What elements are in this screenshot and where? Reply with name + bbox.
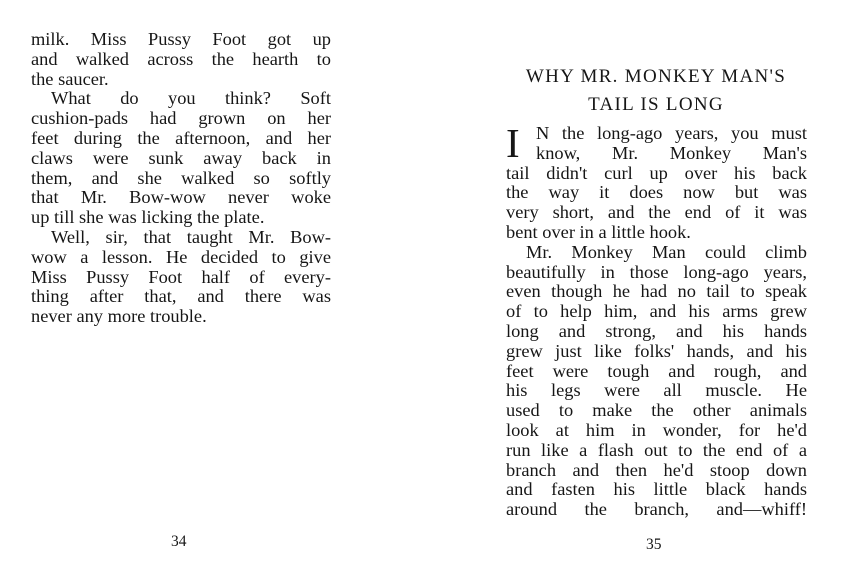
- text-line: and walked across the hearth to: [31, 48, 331, 69]
- opening-line: [506, 120, 807, 166]
- text-line: run like a flash out to the end of a: [506, 439, 807, 460]
- text-line: even though he had no tail to speak: [506, 281, 807, 302]
- right-page-text: [506, 120, 807, 520]
- text-line: never any more trouble.: [31, 306, 207, 327]
- text-line: What do you think? Soft: [51, 88, 331, 109]
- text-line: beautifully in those long-ago years,: [506, 261, 807, 282]
- text-line: and fasten his little black hands: [506, 479, 807, 500]
- text-line: around the branch, and—whiff!: [506, 499, 807, 520]
- text-line: wow a lesson. He decided to give: [31, 246, 331, 267]
- text-line: know, Mr. Monkey Man's: [536, 142, 807, 163]
- text-line: look at him in wonder, for he'd: [506, 419, 807, 440]
- text-line: thing after that, and there was: [31, 286, 331, 307]
- text-line: cushion-pads had grown on her: [31, 108, 331, 129]
- text-line: bent over in a little hook.: [506, 221, 691, 242]
- left-page: [0, 0, 420, 569]
- page-number: 34: [171, 533, 187, 550]
- page-number: 35: [646, 536, 662, 553]
- text-line: his legs were all muscle. He: [506, 380, 807, 401]
- text-line: long and strong, and his hands: [506, 320, 807, 341]
- text-line: up till she was licking the plate.: [31, 207, 265, 228]
- text-line: milk. Miss Pussy Foot got up: [31, 29, 331, 49]
- text-line: N the long-ago years, you must: [536, 123, 807, 143]
- text-line: them, and she walked so softly: [31, 167, 331, 188]
- text-line: feet during the afternoon, and her: [31, 127, 331, 148]
- text-line: used to make the other animals: [506, 400, 807, 421]
- text-line: Well, sir, that taught Mr. Bow-: [51, 226, 331, 247]
- text-line: Miss Pussy Foot half of every-: [31, 266, 331, 287]
- chapter-title-line-2: TAIL IS LONG: [588, 94, 724, 115]
- drop-cap: I: [506, 120, 520, 166]
- right-page: [421, 0, 841, 569]
- text-line: feet were tough and rough, and: [506, 360, 807, 381]
- text-line: the way it does now but was: [506, 182, 807, 203]
- text-line: grew just like folks' hands, and his: [506, 340, 807, 361]
- text-line: the saucer.: [31, 68, 109, 89]
- chapter-title-line-1: WHY MR. MONKEY MAN'S: [525, 66, 787, 87]
- text-line: that Mr. Bow-wow never woke: [31, 187, 331, 208]
- text-line: very short, and the end of it was: [506, 202, 807, 223]
- text-line: claws were sunk away back in: [31, 147, 331, 168]
- text-line: branch and then he'd stoop down: [506, 459, 807, 480]
- text-line: tail didn't curl up over his back: [506, 162, 807, 183]
- left-page-text: [31, 30, 331, 327]
- text-line: Mr. Monkey Man could climb: [526, 241, 807, 262]
- text-line: of to help him, and his arms grew: [506, 301, 807, 322]
